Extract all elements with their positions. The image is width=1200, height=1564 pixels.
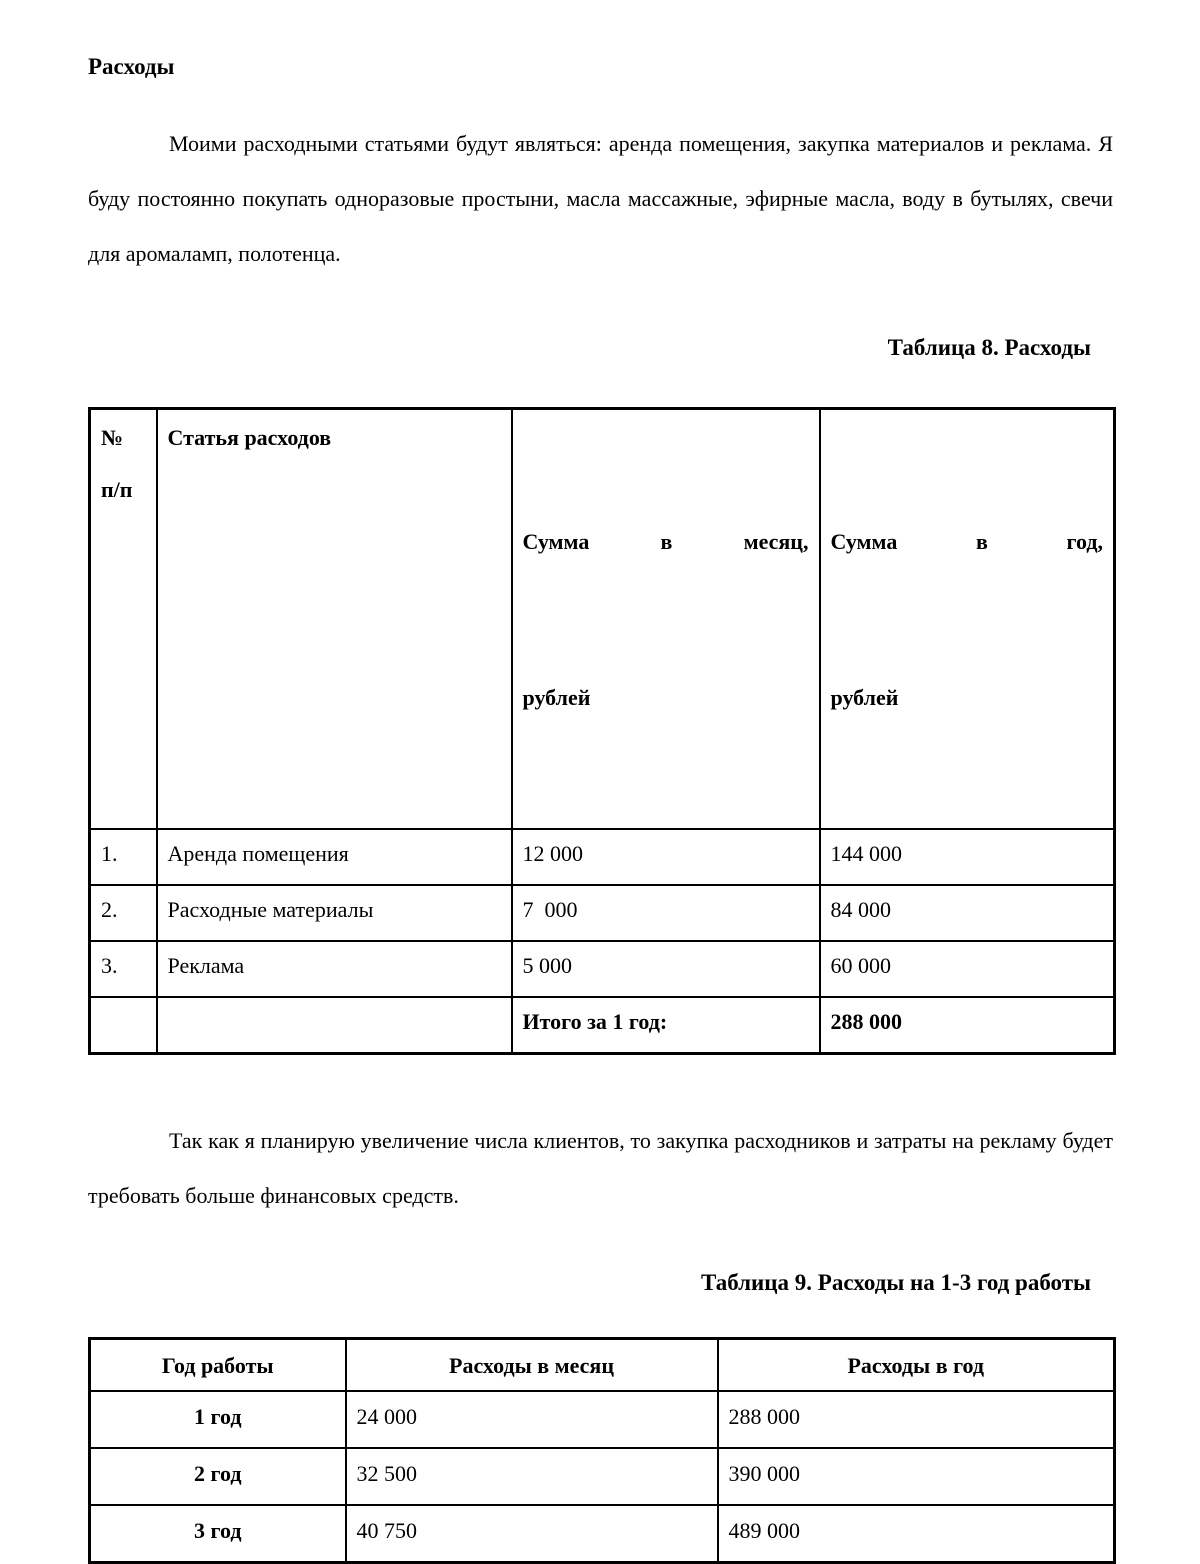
header-month-word1: Сумма bbox=[522, 529, 590, 554]
cell-month-sum: 7 000 bbox=[512, 885, 820, 941]
cell-row-number: 2. bbox=[90, 885, 157, 941]
cell-total-label: Итого за 1 год: bbox=[512, 997, 820, 1053]
cell-empty bbox=[90, 997, 157, 1053]
header-month-word2: в bbox=[660, 529, 673, 554]
header-cell-work-year: Год работы bbox=[90, 1338, 346, 1391]
cell-month-sum: 12 000 bbox=[512, 829, 820, 885]
cell-total-value: 288 000 bbox=[820, 997, 1115, 1053]
section-heading: Расходы bbox=[88, 54, 175, 79]
cell-year-sum: 288 000 bbox=[718, 1391, 1115, 1448]
cell-year-label: 1 год bbox=[90, 1391, 346, 1448]
header-year-line2: рублей bbox=[830, 685, 899, 710]
header-num-line1: № bbox=[101, 425, 124, 450]
cell-expense-item: Расходные материалы bbox=[157, 885, 512, 941]
header-cell-month bbox=[512, 409, 820, 830]
header-cell-monthly-expenses: Расходы в месяц bbox=[346, 1338, 718, 1391]
cell-empty bbox=[157, 997, 512, 1053]
cell-year-label: 2 год bbox=[90, 1448, 346, 1505]
header-num-line2: п/п bbox=[101, 477, 133, 502]
table-row bbox=[90, 885, 1115, 941]
cell-year-sum: 144 000 bbox=[820, 829, 1115, 885]
yearly-table-header-row bbox=[90, 1338, 1115, 1391]
cell-year-sum: 60 000 bbox=[820, 941, 1115, 997]
paragraph-expenses-intro: Моими расходными статьями будут являться: аренда помещения, закупка материалов и реклама. Я буду постоянно покупать одноразовые простыни, масла массажные, эфирные масла, воду в бутылях, свечи для аромаламп, полотенца. bbox=[88, 131, 1113, 266]
paragraph-growth-note: Так как я планирую увеличение числа клиентов, то закупка расходников и затраты на рекламу будет требовать больше финансовых средств. bbox=[88, 1127, 1113, 1208]
header-year-word1: Сумма bbox=[830, 529, 898, 554]
header-year-word2: в bbox=[976, 529, 988, 554]
header-month-line1 bbox=[523, 516, 809, 568]
header-cell-year bbox=[820, 409, 1115, 830]
cell-year-sum: 390 000 bbox=[718, 1448, 1115, 1505]
cell-expense-item: Реклама bbox=[157, 941, 512, 997]
table-row bbox=[90, 1448, 1115, 1505]
cell-month-sum: 5 000 bbox=[512, 941, 820, 997]
table9-caption: Таблица 9. Расходы на 1-3 год работы bbox=[700, 1269, 1091, 1295]
header-month-line2: рублей bbox=[522, 685, 591, 710]
header-cell-item: Статья расходов bbox=[157, 409, 512, 830]
header-month-word3: месяц, bbox=[743, 529, 809, 554]
table-row bbox=[90, 1391, 1115, 1448]
header-cell-num bbox=[90, 409, 157, 830]
cell-month-sum: 24 000 bbox=[346, 1391, 718, 1448]
cell-month-sum: 32 500 bbox=[346, 1448, 718, 1505]
cell-year-label: 3 год bbox=[90, 1505, 346, 1562]
table-total-row bbox=[90, 997, 1115, 1053]
table-row bbox=[90, 829, 1115, 885]
cell-month-sum: 40 750 bbox=[346, 1505, 718, 1562]
cell-year-sum: 489 000 bbox=[718, 1505, 1115, 1562]
header-cell-yearly-expenses: Расходы в год bbox=[718, 1338, 1115, 1391]
cell-row-number: 3. bbox=[90, 941, 157, 997]
expenses-table-header-row bbox=[90, 409, 1115, 830]
cell-row-number: 1. bbox=[90, 829, 157, 885]
expenses-table bbox=[88, 407, 1116, 1055]
table8-caption: Таблица 8. Расходы bbox=[887, 335, 1091, 360]
yearly-expenses-table bbox=[88, 1337, 1116, 1564]
cell-expense-item: Аренда помещения bbox=[157, 829, 512, 885]
header-year-line1 bbox=[831, 516, 1104, 568]
header-year-word3: год, bbox=[1066, 529, 1103, 554]
table-row bbox=[90, 1505, 1115, 1562]
cell-year-sum: 84 000 bbox=[820, 885, 1115, 941]
table-row bbox=[90, 941, 1115, 997]
